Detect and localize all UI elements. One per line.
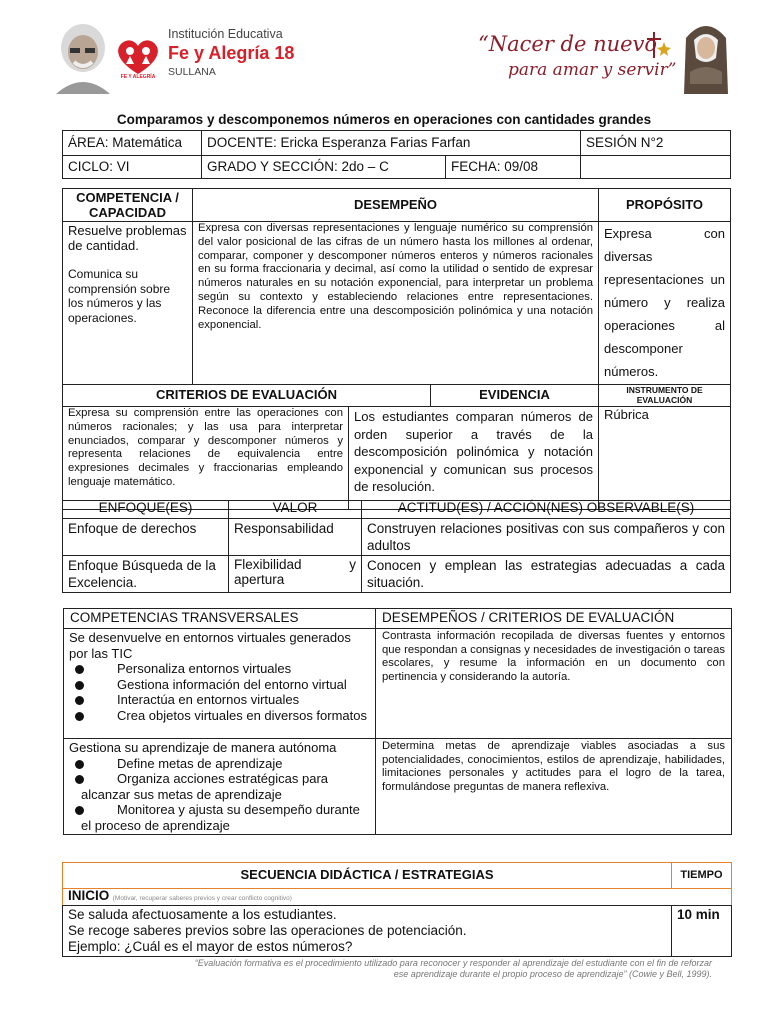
bullet-icon (75, 806, 84, 815)
proposito-header: PROPÓSITO (599, 189, 731, 222)
tic-desempeno-cell: Contrasta información recopilada de diversas fuentes y entornos que respondan a consignas y necesidades de investigación o tareas escolares, y resume la información en un documento con pertinencia y considerando la autoría. (376, 629, 732, 739)
bullet-icon (75, 712, 84, 721)
criterios-cell: Expresa su comprensión entre las operaciones con números racionales; y las usa para interpretar enunciados, comparar y descomponer números y representa relaciones de equivalencia entre expresiones decimales y fraccionarias empleando lenguaje matemático. (63, 407, 349, 510)
institution-name: Fe y Alegría 18 (168, 43, 295, 63)
list-item: Crea objetos virtuales en diversos formatos (69, 708, 370, 724)
tic-list (69, 661, 370, 723)
inicio-content-cell (63, 906, 672, 957)
page-title: Comparamos y descomponemos números en operaciones con cantidades grandes (116, 112, 652, 127)
fecha-cell: FECHA: 09/08 (446, 156, 581, 179)
proposito-cell: Expresa con diversas representaciones un número y realiza operaciones al descomponer números. (599, 222, 731, 385)
table-row (63, 519, 731, 556)
desempeno-cell: Expresa con diversas representaciones y lenguaje numérico su comprensión del valor posicional de las cifras de un número hasta los millones al ordenar, comparar, componer y descomponer números enteros y números racionales en su forma fraccionaria y decimal, así como la utilidad o sentido de expresar números naturales en su notación exponencial, para interpretar un problema según su contexto y estableciendo relaciones entre representaciones. Reconoce la diferencia entre una descomposición polinómica y una notación exponencial. (193, 222, 599, 385)
enfoque-cell: Enfoque Búsqueda de la Excelencia. (63, 556, 229, 593)
list-item: Define metas de aprendizaje (69, 756, 370, 772)
list-item: Monitorea y ajusta su desempeño durante el proceso de aprendizaje (69, 802, 370, 833)
autonomo-desempeno-cell: Determina metas de aprendizaje viables asociadas a sus potencialidades, conocimientos, estilos de aprendizaje, habilidades, limitaciones personales y actitudes para el logro de la tarea, formulándose preguntas de manera reflexiva. (376, 739, 732, 835)
autonomo-competencia-cell (64, 739, 376, 835)
inicio-row (63, 889, 732, 906)
area-cell: ÁREA: Matemática (63, 131, 202, 156)
info-empty-cell (581, 156, 731, 179)
bullet-icon (75, 681, 84, 690)
institution-line1: Institución Educativa (168, 27, 283, 41)
secuencia-header: SECUENCIA DIDÁCTICA / ESTRATEGIAS (63, 863, 672, 889)
docente-cell: DOCENTE: Ericka Esperanza Farias Farfan (202, 131, 581, 156)
footer-quote (195, 958, 712, 980)
bullet-icon (75, 665, 84, 674)
bullet-icon (75, 760, 84, 769)
instrumento-header: INSTRUMENTO DE EVALUACIÓN (599, 385, 731, 407)
list-item: Personaliza entornos virtuales (69, 661, 370, 677)
competencia-text: Resuelve problemas de cantidad. (68, 223, 187, 253)
cross-icon (644, 30, 672, 60)
sesion-cell: SESIÓN N°2 (581, 131, 731, 156)
session-info-table (62, 130, 731, 179)
nun-portrait (680, 14, 732, 94)
tic-competencia-cell (64, 629, 376, 739)
transversales-desempeno-header: DESEMPEÑOS / CRITERIOS DE EVALUACIÓN (376, 609, 732, 629)
bullet-icon (75, 775, 84, 784)
transversales-header: COMPETENCIAS TRANSVERSALES (64, 609, 376, 629)
footer-quote-line2: ese aprendizaje durante el propio proceso de aprendizaje” (Cowie y Bell, 1999). (393, 969, 712, 979)
fe-y-alegria-logo-icon (112, 34, 164, 80)
motto-line1: “Nacer de nuevo (478, 32, 658, 56)
enfoques-table (62, 500, 731, 593)
tiempo-header: TIEMPO (672, 863, 732, 889)
list-item: Organiza acciones estratégicas para alcanzar sus metas de aprendizaje (69, 771, 370, 802)
evidencia-header: EVIDENCIA (431, 385, 599, 407)
list-item: Interactúa en entornos virtuales (69, 692, 370, 708)
actitud-header: ACTITUD(ES) / ACCIÓN(NES) OBSERVABLE(S) (362, 501, 731, 519)
instrumento-cell: Rúbrica (599, 407, 731, 510)
enfoque-cell: Enfoque de derechos (63, 519, 229, 556)
autonomo-list (69, 756, 370, 834)
institution-city: SULLANA (168, 66, 216, 78)
inicio-note: (Motivar, recuperar saberes previos y crear conflicto cognitivo) (112, 895, 292, 902)
competencia-header: COMPETENCIA / CAPACIDAD (63, 189, 193, 222)
bullet-icon (75, 696, 84, 705)
desempeno-header: DESEMPEÑO (193, 189, 599, 222)
inicio-line: Ejemplo: ¿Cuál es el mayor de estos números? (68, 939, 353, 954)
footer-quote-line1: “Evaluación formativa es el procedimiento utilizado para reconocer y responder al aprendizaje del estudiante con el fin de reforzar (194, 958, 712, 968)
tiempo-cell: 10 min (672, 906, 732, 957)
page-header (0, 0, 768, 100)
inicio-line: Se recoge saberes previos sobre las operaciones de potenciación. (68, 923, 467, 938)
autonomo-title: Gestiona su aprendizaje de manera autónoma (69, 740, 337, 755)
inicio-line: Se saluda afectuosamente a los estudiantes. (68, 907, 337, 922)
valor-cell: Responsabilidad (229, 519, 362, 556)
criterios-header: CRITERIOS DE EVALUACIÓN (63, 385, 431, 407)
table-row (63, 556, 731, 593)
competencia-table (62, 188, 731, 510)
inicio-label: INICIO (68, 888, 110, 903)
actitud-cell: Construyen relaciones positivas con sus compañeros y con adultos (362, 519, 731, 556)
founder-portrait (52, 18, 114, 94)
enfoque-header: ENFOQUE(ES) (63, 501, 229, 519)
motto-line2: para amar y servir” (508, 60, 677, 80)
list-item: Gestiona información del entorno virtual (69, 677, 370, 693)
actitud-cell: Conocen y emplean las estrategias adecuadas a cada situación. (362, 556, 731, 593)
capacidad-text: Comunica su comprensión sobre los números y las operaciones. (68, 267, 171, 325)
tic-title: Se desenvuelve en entornos virtuales generados por las TIC (69, 630, 351, 661)
svg-text:FE Y ALEGRÍA: FE Y ALEGRÍA (120, 74, 156, 80)
competencia-cell (63, 222, 193, 385)
grado-cell: GRADO Y SECCIÓN: 2do – C (202, 156, 446, 179)
transversales-table (63, 608, 732, 835)
ciclo-cell: CICLO: VI (63, 156, 202, 179)
secuencia-table (62, 862, 732, 957)
valor-cell: Flexibilidad y apertura (229, 556, 362, 593)
valor-header: VALOR (229, 501, 362, 519)
evidencia-cell: Los estudiantes comparan números de orden superior a través de la descomposición polinómica y notación exponencial y comunican sus procesos de resolución. (349, 407, 599, 510)
